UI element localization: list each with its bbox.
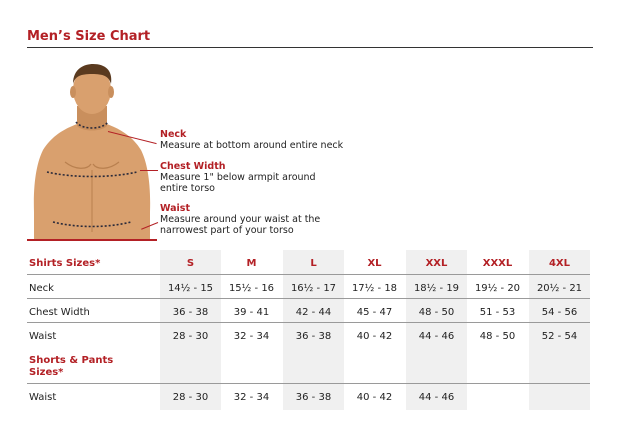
row-divider — [27, 298, 590, 299]
size-header: M — [246, 258, 257, 269]
table-cell: 32 - 34 — [233, 392, 270, 403]
row-label-neck: Neck — [29, 283, 54, 294]
ear-left — [70, 86, 76, 98]
table-cell: 52 - 54 — [541, 331, 578, 342]
waist-callout-text-2: narrowest part of your torso — [160, 225, 294, 236]
table-cell: 20½ - 21 — [536, 283, 583, 294]
size-header: L — [310, 258, 317, 269]
table-cell: 36 - 38 — [172, 307, 209, 318]
table-cell: 15½ - 16 — [228, 283, 275, 294]
table-cell: 45 - 47 — [356, 307, 393, 318]
table-cell: 40 - 42 — [356, 392, 393, 403]
table-cell: 44 - 46 — [418, 331, 455, 342]
torso-illustration — [27, 62, 157, 242]
table-cell: 51 - 53 — [479, 307, 516, 318]
size-header: 4XL — [548, 258, 571, 269]
table-cell: 18½ - 19 — [413, 283, 460, 294]
chest-leader — [140, 170, 158, 171]
table-cell: 44 - 46 — [418, 392, 455, 403]
shorts-heading-line1: Shorts & Pants — [29, 355, 114, 366]
figure-baseline — [27, 239, 157, 241]
size-header: S — [186, 258, 195, 269]
table-cell: 54 - 56 — [541, 307, 578, 318]
waist-callout-heading: Waist — [160, 203, 191, 214]
row-label-shorts-waist: Waist — [29, 392, 57, 403]
neck-callout-heading: Neck — [160, 129, 187, 140]
ear-right — [108, 86, 114, 98]
waist-callout — [160, 203, 320, 236]
waist-callout-text-1: Measure around your waist at the — [160, 214, 321, 225]
table-cell: 16½ - 17 — [290, 283, 337, 294]
row-label-waist: Waist — [29, 331, 57, 342]
table-cell: 14½ - 15 — [167, 283, 214, 294]
table-cell: 19½ - 20 — [474, 283, 521, 294]
table-cell: 48 - 50 — [479, 331, 516, 342]
table-cell: 48 - 50 — [418, 307, 455, 318]
size-header: XL — [367, 258, 382, 269]
table-cell: 40 - 42 — [356, 331, 393, 342]
table-cell: 39 - 41 — [233, 307, 270, 318]
title-divider — [27, 47, 593, 48]
row-divider — [27, 322, 590, 323]
shorts-pants-sizes-heading — [29, 355, 113, 379]
section-divider — [27, 383, 590, 384]
size-header: XXXL — [482, 258, 513, 269]
table-cell: 28 - 30 — [172, 392, 209, 403]
table-cell: 36 - 38 — [295, 392, 332, 403]
shorts-heading-line2: Sizes* — [29, 367, 64, 378]
chest-callout — [160, 161, 316, 194]
neck-callout-text: Measure at bottom around entire neck — [160, 140, 344, 151]
chest-callout-heading: Chest Width — [160, 161, 226, 172]
chest-callout-text-2: entire torso — [160, 183, 215, 194]
size-header: XXL — [425, 258, 448, 269]
row-label-chest-width: Chest Width — [29, 307, 90, 318]
table-cell: 42 - 44 — [295, 307, 332, 318]
table-cell: 17½ - 18 — [351, 283, 398, 294]
table-cell: 32 - 34 — [233, 331, 270, 342]
shirts-sizes-heading: Shirts Sizes* — [29, 258, 101, 269]
header-divider — [27, 274, 590, 275]
table-cell: 28 - 30 — [172, 331, 209, 342]
chest-callout-text-1: Measure 1" below armpit around — [160, 172, 316, 183]
neck-callout — [160, 129, 343, 151]
table-cell: 36 - 38 — [295, 331, 332, 342]
page-title: Men’s Size Chart — [27, 29, 151, 44]
